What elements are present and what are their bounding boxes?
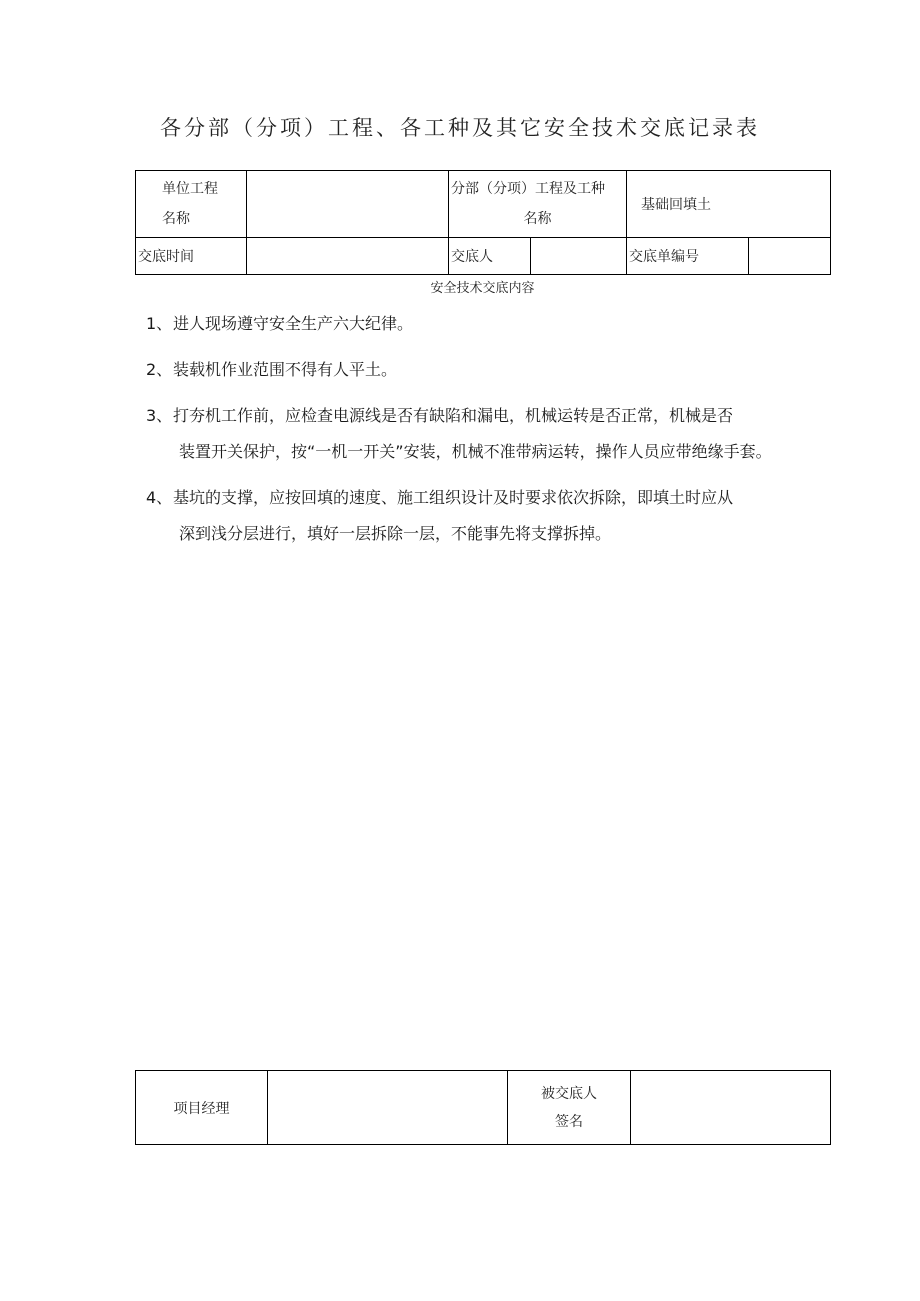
page-title: 各分部（分项）工程、各工种及其它安全技术交底记录表: [160, 116, 760, 140]
item-text-continuation: 深到浅分层进行，填好一层拆除一层，不能事先将支撑拆掉。: [179, 524, 612, 543]
item-number: 2、: [146, 360, 173, 379]
item-text: 打夯机工作前，应检查电源线是否有缺陷和漏电，机械运转是否正常，机械是否: [173, 406, 734, 425]
section-title: 安全技术交底内容: [430, 281, 535, 296]
number-value[interactable]: [749, 238, 831, 275]
number-label: 交底单编号: [627, 238, 749, 275]
subproject-label-line1: 分部（分项）工程及工种: [451, 181, 605, 197]
recipient-label-line2: 签名: [555, 1113, 583, 1130]
item-number: 4、: [146, 488, 173, 507]
subproject-label-line2: 名称: [523, 211, 552, 227]
unit-project-label-line1: 单位工程: [162, 181, 218, 197]
item-text: 进人现场遵守安全生产六大纪律。: [173, 314, 414, 333]
subproject-label: [449, 171, 627, 238]
item-number: 3、: [146, 406, 173, 425]
recipient-signature-field[interactable]: [631, 1071, 831, 1145]
item-text-continuation: 装置开关保护，按“一机一开关”安装，机械不准带病运转，操作人员应带绝缘手套。: [179, 442, 772, 461]
header-info-table: [135, 170, 831, 275]
item-text: 基坑的支撑，应按回填的速度、施工组织设计及时要求依次拆除，即填土时应从: [173, 488, 734, 507]
person-value[interactable]: [531, 238, 627, 275]
unit-project-label: [136, 171, 247, 238]
manager-signature-field[interactable]: [268, 1071, 508, 1145]
list-item: [146, 352, 836, 388]
list-item: [146, 480, 836, 552]
time-value[interactable]: [247, 238, 449, 275]
item-text: 装载机作业范围不得有人平土。: [173, 360, 398, 379]
content-list: [146, 306, 836, 562]
recipient-label-line1: 被交底人: [541, 1085, 597, 1102]
subproject-value[interactable]: 基础回填土: [627, 171, 831, 238]
unit-project-value[interactable]: [247, 171, 449, 238]
signature-table: [135, 1070, 831, 1145]
list-item: [146, 306, 836, 342]
time-label: 交底时间: [136, 238, 247, 275]
unit-project-label-line2: 名称: [162, 211, 190, 227]
person-label: 交底人: [449, 238, 531, 275]
list-item: [146, 398, 836, 470]
manager-label: 项目经理: [136, 1071, 268, 1145]
item-number: 1、: [146, 314, 173, 333]
recipient-label: [508, 1071, 631, 1145]
